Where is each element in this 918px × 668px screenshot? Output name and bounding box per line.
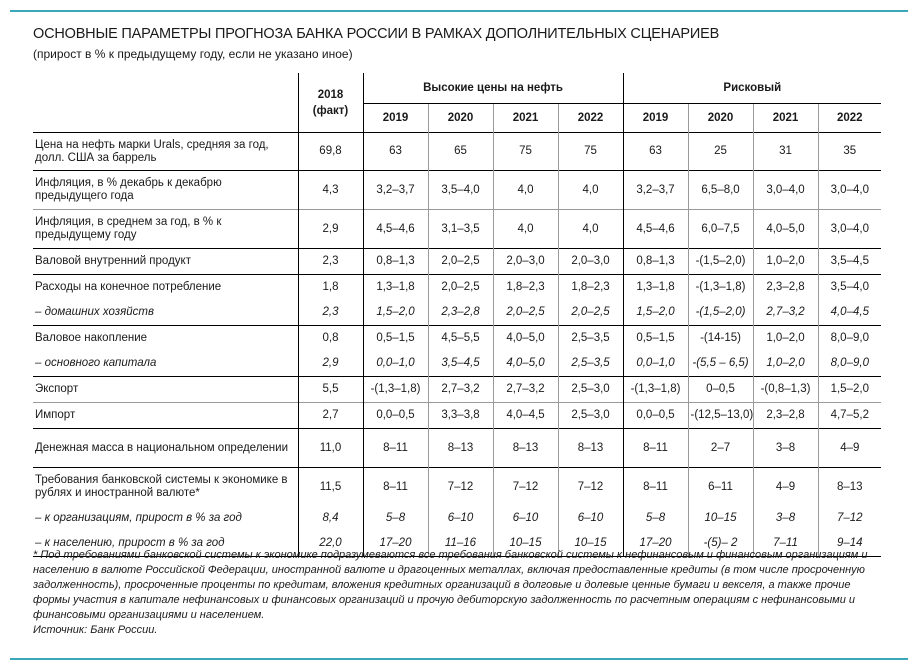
forecast-value-cell: 25 bbox=[688, 133, 753, 171]
fact-value-cell: 8,4 bbox=[298, 506, 363, 531]
forecast-value-cell: 3,2–3,7 bbox=[363, 171, 428, 210]
header-year: 2021 bbox=[753, 104, 818, 133]
table-row bbox=[33, 171, 881, 210]
forecast-value-cell: 6–10 bbox=[558, 506, 623, 531]
forecast-value-cell: 1,5–2,0 bbox=[818, 377, 881, 403]
forecast-value-cell: 4–9 bbox=[753, 468, 818, 507]
forecast-value-cell: 4,0 bbox=[493, 210, 558, 249]
forecast-value-cell: 4,0 bbox=[558, 171, 623, 210]
row-label: Инфляция, в % декабрь к декабрю предыдущего года bbox=[33, 171, 298, 210]
table-row bbox=[33, 133, 881, 171]
forecast-value-cell: 2,3–2,8 bbox=[753, 403, 818, 429]
table-row bbox=[33, 210, 881, 249]
forecast-value-cell: 4–9 bbox=[818, 429, 881, 468]
forecast-value-cell: 4,0–5,0 bbox=[493, 326, 558, 352]
forecast-value-cell: 2–7 bbox=[688, 429, 753, 468]
forecast-value-cell: 63 bbox=[623, 133, 688, 171]
forecast-value-cell: 4,5–4,6 bbox=[623, 210, 688, 249]
header-year: 2019 bbox=[363, 104, 428, 133]
forecast-value-cell: 6–11 bbox=[688, 468, 753, 507]
forecast-value-cell: 6,5–8,0 bbox=[688, 171, 753, 210]
forecast-value-cell: 1,5–2,0 bbox=[623, 300, 688, 326]
forecast-value-cell: 0,5–1,5 bbox=[363, 326, 428, 352]
forecast-value-cell: 3,3–3,8 bbox=[428, 403, 493, 429]
fact-value-cell: 69,8 bbox=[298, 133, 363, 171]
forecast-value-cell: 4,0–4,5 bbox=[493, 403, 558, 429]
header-row-groups bbox=[33, 73, 881, 104]
forecast-value-cell: 2,0–2,5 bbox=[558, 300, 623, 326]
table-row bbox=[33, 275, 881, 301]
footnote: * Под требованиями банковской системы к экономике подразумеваются все требования банковской системы к нефинансовым и финансовым организациям и населению в валюте Российской Федерации, иностранной валюте и драгоценных металлах, включая предоставленные кредиты (в том числе просроченную задолженность), просроченные проценты по кредитам, вложения кредитных организаций в долговые и долевые ценные бумаги и векселя, а также прочие формы участия в капитале нефинансовых и финансовых организаций и прочую дебиторскую задолженность по расчетным операциям с нефинансовыми и финансовыми организациями и населением. bbox=[33, 549, 868, 621]
notes-block bbox=[33, 548, 883, 638]
table-row bbox=[33, 326, 881, 352]
row-label: Экспорт bbox=[33, 377, 298, 403]
header-fact-label: 2018 (факт) bbox=[312, 88, 349, 117]
forecast-value-cell: 2,0–3,0 bbox=[558, 249, 623, 275]
forecast-value-cell: 2,0–2,5 bbox=[428, 275, 493, 301]
row-label: – домашних хозяйств bbox=[35, 306, 154, 318]
forecast-value-cell: 8–13 bbox=[493, 429, 558, 468]
forecast-value-cell: 75 bbox=[558, 133, 623, 171]
header-fact bbox=[298, 73, 363, 133]
forecast-value-cell: 17–20 bbox=[363, 531, 428, 557]
forecast-value-cell: 3,5–4,5 bbox=[818, 249, 881, 275]
header-year: 2020 bbox=[688, 104, 753, 133]
header-group-high-oil: Высокие цены на нефть bbox=[363, 73, 623, 104]
fact-value-cell: 11,5 bbox=[298, 468, 363, 507]
forecast-value-cell: 5–8 bbox=[623, 506, 688, 531]
forecast-value-cell: 8,0–9,0 bbox=[818, 326, 881, 352]
forecast-value-cell: 3,0–4,0 bbox=[818, 171, 881, 210]
fact-value-cell: 4,3 bbox=[298, 171, 363, 210]
forecast-value-cell: 9–14 bbox=[818, 531, 881, 557]
forecast-value-cell: 2,0–2,5 bbox=[428, 249, 493, 275]
forecast-value-cell: -(5,5 – 6,5) bbox=[688, 351, 753, 377]
forecast-value-cell: -(14-15) bbox=[688, 326, 753, 352]
forecast-value-cell: 1,8–2,3 bbox=[493, 275, 558, 301]
table-row bbox=[33, 429, 881, 468]
forecast-value-cell: 11–16 bbox=[428, 531, 493, 557]
forecast-value-cell: 2,5–3,5 bbox=[558, 326, 623, 352]
forecast-value-cell: 1,3–1,8 bbox=[363, 275, 428, 301]
forecast-value-cell: 0,0–1,0 bbox=[623, 351, 688, 377]
forecast-value-cell: -(1,3–1,8) bbox=[688, 275, 753, 301]
fact-value-cell: 2,3 bbox=[298, 249, 363, 275]
forecast-value-cell: 0,5–1,5 bbox=[623, 326, 688, 352]
forecast-value-cell: 8–13 bbox=[428, 429, 493, 468]
forecast-table bbox=[33, 73, 881, 557]
forecast-value-cell: 7–11 bbox=[753, 531, 818, 557]
forecast-value-cell: 7–12 bbox=[558, 468, 623, 507]
forecast-value-cell: 10–15 bbox=[493, 531, 558, 557]
forecast-value-cell: 0,0–0,5 bbox=[363, 403, 428, 429]
forecast-value-cell: 0–0,5 bbox=[688, 377, 753, 403]
row-label: Денежная масса в национальном определении bbox=[33, 429, 298, 468]
forecast-value-cell: 4,5–5,5 bbox=[428, 326, 493, 352]
bottom-accent-rule bbox=[10, 658, 908, 660]
forecast-value-cell: 1,8–2,3 bbox=[558, 275, 623, 301]
forecast-value-cell: 8–11 bbox=[363, 429, 428, 468]
forecast-value-cell: 0,8–1,3 bbox=[623, 249, 688, 275]
row-label: Валовой внутренний продукт bbox=[33, 249, 298, 275]
table-row bbox=[33, 506, 881, 531]
forecast-value-cell: 2,5–3,0 bbox=[558, 377, 623, 403]
page-title: ОСНОВНЫЕ ПАРАМЕТРЫ ПРОГНОЗА БАНКА РОССИИ В РАМКАХ ДОПОЛНИТЕЛЬНЫХ СЦЕНАРИЕВ bbox=[33, 26, 720, 42]
forecast-value-cell: 3,5–4,5 bbox=[428, 351, 493, 377]
forecast-value-cell: -(12,5–13,0) bbox=[688, 403, 753, 429]
forecast-value-cell: 2,0–3,0 bbox=[493, 249, 558, 275]
table-row bbox=[33, 468, 881, 507]
fact-value-cell: 2,3 bbox=[298, 300, 363, 326]
forecast-value-cell: -(1,5–2,0) bbox=[688, 249, 753, 275]
forecast-value-cell: 5–8 bbox=[363, 506, 428, 531]
forecast-value-cell: 3–8 bbox=[753, 429, 818, 468]
forecast-value-cell: -(1,3–1,8) bbox=[363, 377, 428, 403]
forecast-value-cell: -(1,3–1,8) bbox=[623, 377, 688, 403]
forecast-value-cell: 0,0–0,5 bbox=[623, 403, 688, 429]
fact-value-cell: 5,5 bbox=[298, 377, 363, 403]
forecast-value-cell: 65 bbox=[428, 133, 493, 171]
forecast-value-cell: -(5)– 2 bbox=[688, 531, 753, 557]
forecast-value-cell: 3,5–4,0 bbox=[428, 171, 493, 210]
table-row bbox=[33, 351, 881, 377]
fact-value-cell: 0,8 bbox=[298, 326, 363, 352]
forecast-value-cell: 1,0–2,0 bbox=[753, 249, 818, 275]
row-label: Требования банковской системы к экономике в рублях и иностранной валюте* bbox=[33, 468, 298, 507]
forecast-value-cell: 4,7–5,2 bbox=[818, 403, 881, 429]
page-subtitle: (прирост в % к предыдущему году, если не указано иное) bbox=[33, 47, 353, 61]
header-year: 2022 bbox=[558, 104, 623, 133]
row-label: – основного капитала bbox=[35, 357, 157, 369]
table-row bbox=[33, 377, 881, 403]
forecast-value-cell: 3,1–3,5 bbox=[428, 210, 493, 249]
fact-value-cell: 2,7 bbox=[298, 403, 363, 429]
table-row bbox=[33, 249, 881, 275]
forecast-value-cell: 4,0 bbox=[493, 171, 558, 210]
forecast-value-cell: 2,7–3,2 bbox=[493, 377, 558, 403]
forecast-value-cell: 8–11 bbox=[623, 468, 688, 507]
forecast-value-cell: -(1,5–2,0) bbox=[688, 300, 753, 326]
header-group-risk: Рисковый bbox=[623, 73, 881, 104]
forecast-value-cell: 2,7–3,2 bbox=[428, 377, 493, 403]
forecast-value-cell: 3–8 bbox=[753, 506, 818, 531]
row-label: – к населению, прирост в % за год bbox=[33, 531, 298, 557]
header-year: 2021 bbox=[493, 104, 558, 133]
forecast-value-cell: 31 bbox=[753, 133, 818, 171]
forecast-value-cell: 2,5–3,0 bbox=[558, 403, 623, 429]
forecast-value-cell: 2,7–3,2 bbox=[753, 300, 818, 326]
forecast-value-cell: 3,0–4,0 bbox=[753, 171, 818, 210]
forecast-value-cell: 6–10 bbox=[428, 506, 493, 531]
forecast-value-cell: 2,3–2,8 bbox=[428, 300, 493, 326]
forecast-value-cell: 3,5–4,0 bbox=[818, 275, 881, 301]
table-row bbox=[33, 403, 881, 429]
fact-value-cell: 1,8 bbox=[298, 275, 363, 301]
forecast-value-cell: 4,0–5,0 bbox=[753, 210, 818, 249]
forecast-value-cell: 6,0–7,5 bbox=[688, 210, 753, 249]
fact-value-cell: 2,9 bbox=[298, 351, 363, 377]
header-blank-cell bbox=[33, 73, 298, 133]
row-label: Импорт bbox=[33, 403, 298, 429]
forecast-value-cell: 8–11 bbox=[623, 429, 688, 468]
row-label: Валовое накопление bbox=[33, 326, 298, 352]
forecast-value-cell: 7–12 bbox=[428, 468, 493, 507]
forecast-value-cell: 2,3–2,8 bbox=[753, 275, 818, 301]
forecast-value-cell: 1,0–2,0 bbox=[753, 351, 818, 377]
forecast-value-cell: -(0,8–1,3) bbox=[753, 377, 818, 403]
top-accent-rule bbox=[10, 10, 908, 12]
forecast-value-cell: 3,2–3,7 bbox=[623, 171, 688, 210]
forecast-value-cell: 1,5–2,0 bbox=[363, 300, 428, 326]
forecast-value-cell: 2,0–2,5 bbox=[493, 300, 558, 326]
row-label: Расходы на конечное потребление bbox=[33, 275, 298, 301]
forecast-value-cell: 4,5–4,6 bbox=[363, 210, 428, 249]
forecast-value-cell: 0,8–1,3 bbox=[363, 249, 428, 275]
fact-value-cell: 2,9 bbox=[298, 210, 363, 249]
fact-value-cell: 11,0 bbox=[298, 429, 363, 468]
row-label: Цена на нефть марки Urals, средняя за год, долл. США за баррель bbox=[33, 133, 298, 171]
forecast-value-cell: 10–15 bbox=[688, 506, 753, 531]
header-year: 2020 bbox=[428, 104, 493, 133]
forecast-value-cell: 1,3–1,8 bbox=[623, 275, 688, 301]
forecast-value-cell: 7–12 bbox=[493, 468, 558, 507]
header-year: 2022 bbox=[818, 104, 881, 133]
forecast-value-cell: 3,0–4,0 bbox=[818, 210, 881, 249]
forecast-value-cell: 8,0–9,0 bbox=[818, 351, 881, 377]
forecast-value-cell: 8–13 bbox=[818, 468, 881, 507]
source-note: Источник: Банк России. bbox=[33, 624, 158, 636]
row-label: – к организациям, прирост в % за год bbox=[35, 512, 242, 524]
forecast-value-cell: 4,0–5,0 bbox=[493, 351, 558, 377]
header-year: 2019 bbox=[623, 104, 688, 133]
forecast-value-cell: 1,0–2,0 bbox=[753, 326, 818, 352]
forecast-value-cell: 7–12 bbox=[818, 506, 881, 531]
forecast-value-cell: 35 bbox=[818, 133, 881, 171]
forecast-value-cell: 10–15 bbox=[558, 531, 623, 557]
forecast-value-cell: 0,0–1,0 bbox=[363, 351, 428, 377]
table-row bbox=[33, 300, 881, 326]
forecast-value-cell: 8–11 bbox=[363, 468, 428, 507]
forecast-value-cell: 4,0–4,5 bbox=[818, 300, 881, 326]
fact-value-cell: 22,0 bbox=[298, 531, 363, 557]
forecast-value-cell: 63 bbox=[363, 133, 428, 171]
forecast-value-cell: 6–10 bbox=[493, 506, 558, 531]
forecast-value-cell: 17–20 bbox=[623, 531, 688, 557]
forecast-value-cell: 4,0 bbox=[558, 210, 623, 249]
row-label: Инфляция, в среднем за год, в % к предыдущему году bbox=[33, 210, 298, 249]
forecast-value-cell: 2,5–3,5 bbox=[558, 351, 623, 377]
forecast-value-cell: 8–13 bbox=[558, 429, 623, 468]
forecast-value-cell: 75 bbox=[493, 133, 558, 171]
